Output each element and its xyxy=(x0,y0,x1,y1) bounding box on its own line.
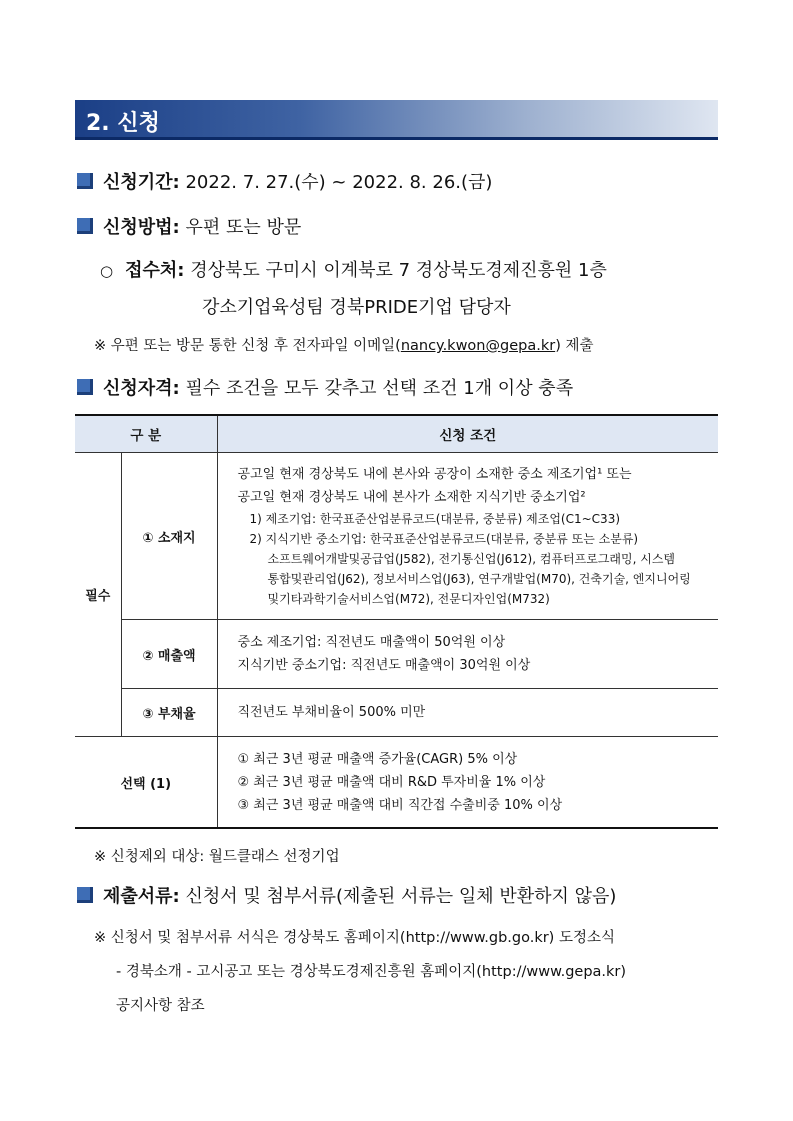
optional-line: ② 최근 3년 평균 매출액 대비 R&D 투자비율 1% 이상 xyxy=(237,774,546,790)
method-value: 우편 또는 방문 xyxy=(185,217,302,238)
method-note xyxy=(94,334,593,355)
header-condition: 신청 조건 xyxy=(217,415,718,453)
row-label-sales: ② 매출액 xyxy=(121,620,217,689)
location-line: 공고일 현재 경상북도 내에 본사가 소재한 지식기반 중소기업² xyxy=(237,490,586,505)
required-label: 필수 xyxy=(75,453,121,737)
table-row xyxy=(75,689,718,737)
period-value: 2022. 7. 27.(수) ~ 2022. 8. 26.(금) xyxy=(185,172,493,193)
method-note-prefix: ※ 우편 또는 방문 통한 신청 후 전자파일 이메일( xyxy=(94,338,401,354)
place-address-line2: 강소기업육성팀 경북PRIDE기업 담당자 xyxy=(202,297,511,318)
debt-line: 직전년도 부채비율이 500% 미만 xyxy=(237,705,426,720)
row-content-sales xyxy=(217,620,718,689)
table-row xyxy=(75,620,718,689)
row-label-location: ① 소재지 xyxy=(121,453,217,620)
period-line xyxy=(77,168,492,194)
row-content-location xyxy=(217,453,718,620)
method-label: 신청방법: xyxy=(103,217,180,238)
method-note-suffix: ) 제출 xyxy=(555,338,594,354)
square-bullet-icon xyxy=(77,379,93,395)
documents-note-line3: 공지사항 참조 xyxy=(116,998,205,1014)
documents-note-line2: - 경북소개 - 고시공고 또는 경상북도경제진흥원 홈페이지(http://www.gepa.kr) xyxy=(116,964,627,980)
section-header xyxy=(75,100,718,140)
square-bullet-icon xyxy=(77,218,93,234)
email-link[interactable]: nancy.kwon@gepa.kr xyxy=(400,338,556,354)
header-division: 구 분 xyxy=(75,415,217,453)
sales-line: 지식기반 중소기업: 직전년도 매출액이 30억원 이상 xyxy=(237,658,531,673)
square-bullet-icon xyxy=(77,173,93,189)
row-label-debt: ③ 부채율 xyxy=(121,689,217,737)
square-bullet-icon xyxy=(77,887,93,903)
period-label: 신청기간: xyxy=(103,172,180,193)
requirements-table xyxy=(75,414,718,829)
location-sub-2-line: 통합및관리업(J62), 정보서비스업(J63), 연구개발업(M70), 건축기술, 엔지니어링 xyxy=(267,572,691,586)
qualification-label: 신청자격: xyxy=(103,378,180,399)
sales-line: 중소 제조기업: 직전년도 매출액이 50억원 이상 xyxy=(237,635,506,650)
optional-label: 선택 (1) xyxy=(75,737,217,829)
method-line xyxy=(77,213,301,239)
section-title: 2. 신청 xyxy=(86,111,160,136)
qualification-line xyxy=(77,374,573,400)
table-row xyxy=(75,453,718,620)
documents-value: 신청서 및 첨부서류(제출된 서류는 일체 반환하지 않음) xyxy=(185,886,617,907)
exclusion-note: ※ 신청제외 대상: 월드클래스 선정기업 xyxy=(94,849,340,865)
optional-content xyxy=(217,737,718,829)
location-sub-2-line: 소프트웨어개발및공급업(J582), 전기통신업(J612), 컴퓨터프로그래밍, 시스템 xyxy=(267,552,676,566)
location-sub-2-line: 및기타과학기술서비스업(M72), 전문디자인업(M732) xyxy=(267,592,550,606)
documents-label: 제출서류: xyxy=(103,886,180,907)
documents-note-line1: ※ 신청서 및 첨부서류 서식은 경상북도 홈페이지(http://www.gb.go.kr) 도정소식 xyxy=(94,930,615,946)
table-row xyxy=(75,737,718,829)
row-content-debt xyxy=(217,689,718,737)
location-sub-1: 1) 제조기업: 한국표준산업분류코드(대분류, 중분류) 제조업(C1~C33) xyxy=(249,512,621,526)
place-line xyxy=(100,256,607,282)
location-sub-2: 2) 지식기반 중소기업: 한국표준산업분류코드(대분류, 중분류 또는 소분류) xyxy=(249,532,639,546)
circle-bullet-icon: ○ xyxy=(100,262,114,280)
location-line: 공고일 현재 경상북도 내에 본사와 공장이 소재한 중소 제조기업¹ 또는 xyxy=(237,467,632,482)
place-label: 접수처: xyxy=(125,260,185,281)
qualification-value: 필수 조건을 모두 갖추고 선택 조건 1개 이상 충족 xyxy=(185,378,574,399)
table-header-row xyxy=(75,415,718,453)
documents-line xyxy=(77,882,616,908)
optional-line: ① 최근 3년 평균 매출액 증가율(CAGR) 5% 이상 xyxy=(237,751,518,767)
optional-line: ③ 최근 3년 평균 매출액 대비 직간접 수출비중 10% 이상 xyxy=(237,797,563,813)
place-address-line1: 경상북도 구미시 이계북로 7 경상북도경제진흥원 1층 xyxy=(190,260,607,281)
